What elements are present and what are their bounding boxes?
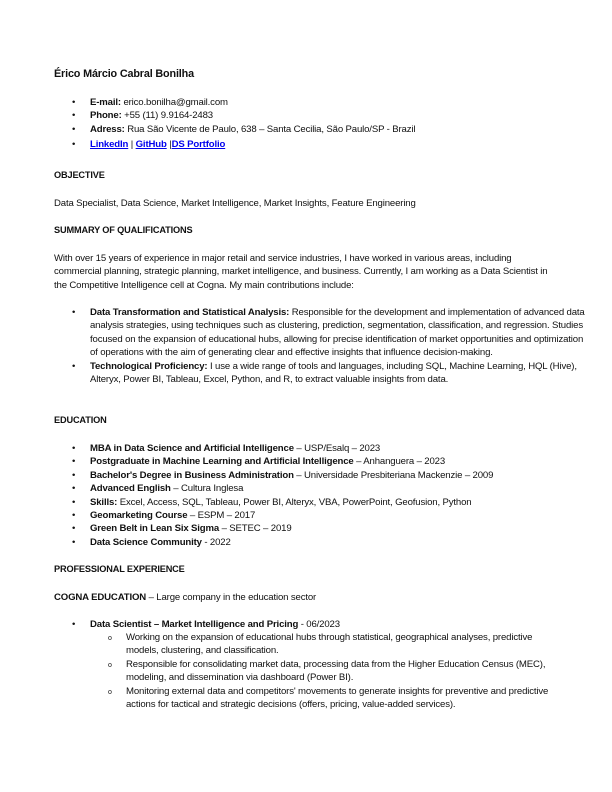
education-item [54, 482, 590, 495]
item-label: Data Science Community [90, 536, 202, 548]
item-text: – Universidade Presbiteriana Mackenzie – 2009 [293, 469, 494, 481]
contact-address [54, 123, 590, 136]
contact-email [54, 96, 590, 109]
candidate-name: Érico Márcio Cabral Bonilha [54, 68, 194, 80]
github-link[interactable]: GitHub [135, 139, 167, 151]
item-label: Skills: [90, 496, 118, 508]
education-heading: EDUCATION [54, 415, 107, 425]
item-text: Responsible for the development and implementation of advanced data analysis strategies, using techniques such as clustering, prediction, segmentation, classification, and regression. Studies focused on the expansion of educational hubs, allowing for precise identification of market opportunities and optimization of operations with the aim of generating clear and effective insights that influence decision-making. [90, 307, 585, 359]
item-text: – Anhanguera – 2023 [353, 456, 446, 468]
summary-item [54, 306, 590, 360]
education-list [54, 442, 590, 549]
address-label: Adress: [90, 123, 125, 135]
summary-list [54, 306, 590, 386]
item-label: Geomarketing Course [90, 510, 188, 522]
education-item [54, 496, 590, 509]
experience-heading: PROFESSIONAL EXPERIENCE [54, 564, 185, 574]
contact-phone [54, 109, 590, 122]
company-line [54, 591, 316, 604]
summary-item [54, 360, 590, 387]
education-item [54, 469, 590, 482]
item-label: Green Belt in Lean Six Sigma [90, 523, 220, 535]
item-label: Technological Proficiency: [90, 360, 208, 372]
summary-heading: SUMMARY OF QUALIFICATIONS [54, 225, 193, 235]
education-item [54, 522, 590, 535]
item-text: - 2022 [201, 536, 231, 548]
phone-label: Phone: [90, 110, 122, 122]
role-item [54, 618, 590, 631]
address-value: Rua São Vicente de Paulo, 638 – Santa Cecilia, São Paulo/SP - Brazil [127, 123, 416, 135]
item-text: – Cultura Inglesa [170, 483, 244, 495]
objective-text: Data Specialist, Data Science, Market Intelligence, Market Insights, Feature Engineering [54, 198, 416, 209]
item-text: Excel, Access, SQL, Tableau, Power BI, Alteryx, VBA, PowerPoint, Geofusion, Python [117, 496, 472, 508]
separator: | [169, 139, 172, 151]
item-label: Data Transformation and Statistical Analysis: [90, 307, 290, 318]
task-item: o Working on the expansion of educational hubs through statistical, geographical analyses, predictive models, clustering, and classification. [54, 631, 554, 658]
education-item [54, 536, 590, 549]
item-text: I use a wide range of tools and languages, including SQL, Machine Learning, HQL (Hive), Alteryx, Power BI, Tableau, Excel, Python, and R, to extract valuable insights from data. [90, 360, 577, 386]
item-label: Postgraduate in Machine Learning and Artificial Intelligence [90, 456, 354, 468]
task-item: o Monitoring external data and competitors' movements to generate insights for preventive and predictive actions for tactical and strategic decisions (offers, pricing, value-added services). [54, 685, 554, 712]
contact-list [54, 96, 590, 152]
item-label: MBA in Data Science and Artificial Intelligence [90, 443, 294, 454]
objective-heading: OBJECTIVE [54, 170, 105, 180]
linkedin-link[interactable]: LinkedIn [90, 139, 129, 151]
role-title: Data Scientist – Market Intelligence and Pricing [90, 619, 299, 630]
education-item [54, 442, 590, 455]
summary-text: With over 15 years of experience in major retail and service industries, I have worked in various areas, including commercial planning, strategic planning, market intelligence, and business. Currently, I am working as a Data Scientist in the Competitive Intelligence cell at Cogna. My main contributions include: [54, 253, 548, 291]
task-list [54, 631, 554, 711]
role-date: - 06/2023 [298, 619, 340, 630]
role-list [54, 618, 590, 631]
item-label: Bachelor's Degree in Business Administration [90, 469, 294, 481]
company-desc: – Large company in the education sector [146, 592, 317, 603]
company-name: COGNA EDUCATION [54, 592, 147, 603]
item-text: – ESPM – 2017 [187, 510, 256, 522]
item-text: – SETEC – 2019 [219, 523, 292, 535]
email-value[interactable]: erico.bonilha@gmail.com [123, 97, 228, 108]
item-label: Advanced English [90, 483, 171, 495]
item-text: – USP/Esalq – 2023 [293, 443, 381, 454]
portfolio-link[interactable]: DS Portfolio [171, 139, 226, 151]
email-label: E-mail: [90, 97, 121, 108]
phone-value: +55 (11) 9.9164-2483 [124, 110, 213, 122]
task-item: o Responsible for consolidating market data, processing data from the Higher Education Census (MEC), modeling, and dissemination via dashboard (Power BI). [54, 658, 554, 685]
separator: | [130, 139, 134, 151]
education-item [54, 455, 590, 468]
contact-links [54, 138, 590, 151]
education-item [54, 509, 590, 522]
